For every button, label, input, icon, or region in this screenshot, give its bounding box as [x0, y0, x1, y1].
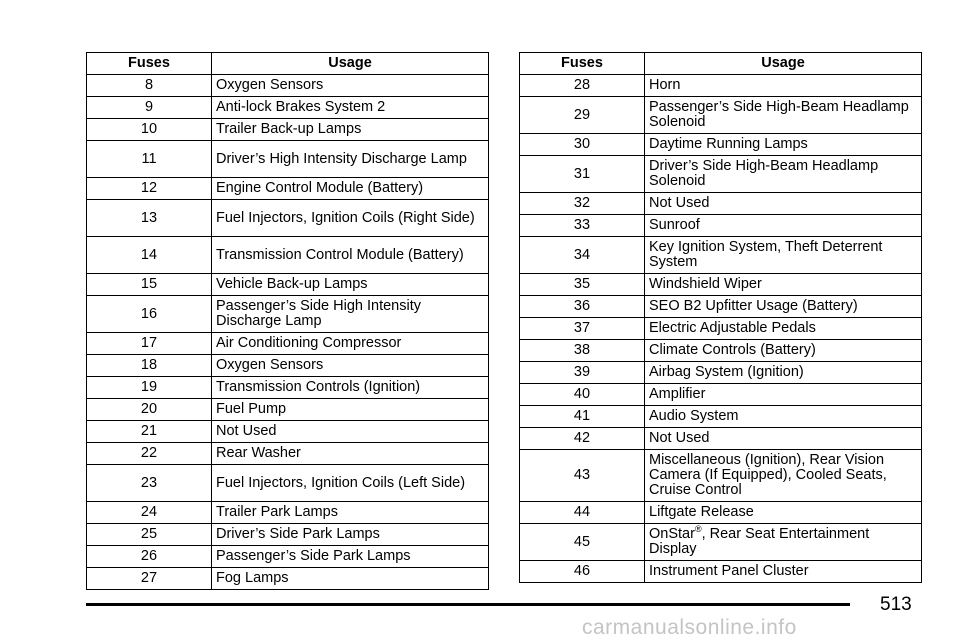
- fuse-number-cell: 34: [520, 237, 645, 274]
- table-row: [87, 178, 489, 200]
- fuse-number-cell: 19: [87, 377, 212, 399]
- table-row: [520, 296, 922, 318]
- fuse-usage-cell: Oxygen Sensors: [212, 355, 489, 377]
- table-row: [520, 156, 922, 193]
- table-row: [520, 384, 922, 406]
- table-header-row: [520, 53, 922, 75]
- fuse-number-cell: 27: [87, 568, 212, 590]
- table-row: [87, 502, 489, 524]
- fuse-number-cell: 36: [520, 296, 645, 318]
- fuse-number-cell: 35: [520, 274, 645, 296]
- column-header-fuses: Fuses: [520, 53, 645, 75]
- table-row: [520, 406, 922, 428]
- fuse-usage-cell: Climate Controls (Battery): [645, 340, 922, 362]
- fuse-usage-cell: Driver’s Side Park Lamps: [212, 524, 489, 546]
- usage-text: OnStar: [649, 526, 695, 542]
- fuse-number-cell: 39: [520, 362, 645, 384]
- table-row: [87, 465, 489, 502]
- table-row: [520, 193, 922, 215]
- watermark: carmanualsonline.info: [582, 616, 797, 639]
- fuse-usage-cell: Vehicle Back-up Lamps: [212, 274, 489, 296]
- fuse-number-cell: 43: [520, 450, 645, 502]
- fuse-usage-cell: Driver’s High Intensity Discharge Lamp: [212, 141, 489, 178]
- fuse-number-cell: 38: [520, 340, 645, 362]
- fuse-usage-cell: Not Used: [645, 428, 922, 450]
- table-row: [87, 355, 489, 377]
- fuse-usage-cell: Key Ignition System, Theft Deterrent System: [645, 237, 922, 274]
- fuse-number-cell: 25: [87, 524, 212, 546]
- fuse-table-right: [519, 52, 922, 583]
- table-row: [520, 318, 922, 340]
- fuse-number-cell: 29: [520, 97, 645, 134]
- fuse-usage-cell: Transmission Control Module (Battery): [212, 237, 489, 274]
- registered-mark: ®: [694, 524, 702, 535]
- column-header-usage: Usage: [212, 53, 489, 75]
- table-row: [520, 450, 922, 502]
- table-row: [520, 561, 922, 583]
- fuse-number-cell: 32: [520, 193, 645, 215]
- fuse-number-cell: 45: [520, 524, 645, 561]
- fuse-number-cell: 28: [520, 75, 645, 97]
- table-row: [87, 443, 489, 465]
- fuse-number-cell: 11: [87, 141, 212, 178]
- fuse-number-cell: 12: [87, 178, 212, 200]
- fuse-table-left: [86, 52, 489, 590]
- table-row: [520, 362, 922, 384]
- fuse-usage-cell: Airbag System (Ignition): [645, 362, 922, 384]
- fuse-usage-cell: Driver’s Side High-Beam Headlamp Solenoid: [645, 156, 922, 193]
- table-row: [87, 237, 489, 274]
- table-row: [520, 340, 922, 362]
- fuse-number-cell: 20: [87, 399, 212, 421]
- table-row: [87, 200, 489, 237]
- fuse-number-cell: 26: [87, 546, 212, 568]
- fuse-number-cell: 14: [87, 237, 212, 274]
- fuse-usage-cell: Air Conditioning Compressor: [212, 333, 489, 355]
- table-row: [87, 377, 489, 399]
- fuse-usage-cell: Fog Lamps: [212, 568, 489, 590]
- table-row: [87, 274, 489, 296]
- column-header-usage: Usage: [645, 53, 922, 75]
- fuse-usage-cell: Not Used: [645, 193, 922, 215]
- fuse-number-cell: 10: [87, 119, 212, 141]
- fuse-usage-cell: Not Used: [212, 421, 489, 443]
- fuse-number-cell: 41: [520, 406, 645, 428]
- fuse-usage-cell: Passenger’s Side Park Lamps: [212, 546, 489, 568]
- fuse-usage-cell: Passenger’s Side High-Beam Headlamp Solenoid: [645, 97, 922, 134]
- table-row: [520, 75, 922, 97]
- fuse-number-cell: 40: [520, 384, 645, 406]
- fuse-usage-cell: Fuel Injectors, Ignition Coils (Left Side): [212, 465, 489, 502]
- table-row: [87, 296, 489, 333]
- usage-text-rest: , Rear Seat Entertainment Display: [649, 526, 870, 557]
- fuse-number-cell: 30: [520, 134, 645, 156]
- fuse-usage-cell: Electric Adjustable Pedals: [645, 318, 922, 340]
- footer-rule: [86, 603, 850, 606]
- fuse-number-cell: 24: [87, 502, 212, 524]
- fuse-usage-cell: Rear Washer: [212, 443, 489, 465]
- fuse-number-cell: 23: [87, 465, 212, 502]
- table-row: [87, 75, 489, 97]
- fuse-number-cell: 13: [87, 200, 212, 237]
- fuse-number-cell: 44: [520, 502, 645, 524]
- table-row: [87, 546, 489, 568]
- fuse-number-cell: 31: [520, 156, 645, 193]
- table-row: [520, 97, 922, 134]
- fuse-usage-cell: Oxygen Sensors: [212, 75, 489, 97]
- fuse-number-cell: 37: [520, 318, 645, 340]
- table-row: [520, 134, 922, 156]
- fuse-usage-cell: Engine Control Module (Battery): [212, 178, 489, 200]
- fuse-number-cell: 17: [87, 333, 212, 355]
- fuse-usage-cell: Horn: [645, 75, 922, 97]
- fuse-usage-cell: Daytime Running Lamps: [645, 134, 922, 156]
- table-row: [87, 421, 489, 443]
- fuse-number-cell: 9: [87, 97, 212, 119]
- table-row: [520, 274, 922, 296]
- table-row: [520, 428, 922, 450]
- fuse-usage-cell: Instrument Panel Cluster: [645, 561, 922, 583]
- table-row: [520, 215, 922, 237]
- fuse-usage-cell: Fuel Injectors, Ignition Coils (Right Side): [212, 200, 489, 237]
- table-row: [87, 119, 489, 141]
- fuse-usage-cell: Windshield Wiper: [645, 274, 922, 296]
- table-row: [87, 333, 489, 355]
- fuse-usage-cell: Sunroof: [645, 215, 922, 237]
- fuse-number-cell: 46: [520, 561, 645, 583]
- fuse-number-cell: 33: [520, 215, 645, 237]
- fuse-number-cell: 16: [87, 296, 212, 333]
- fuse-number-cell: 42: [520, 428, 645, 450]
- fuse-usage-cell: Trailer Park Lamps: [212, 502, 489, 524]
- table-row: [87, 524, 489, 546]
- column-header-fuses: Fuses: [87, 53, 212, 75]
- table-row: [87, 568, 489, 590]
- fuse-usage-cell: Transmission Controls (Ignition): [212, 377, 489, 399]
- fuse-usage-cell: Trailer Back-up Lamps: [212, 119, 489, 141]
- table-row: [87, 399, 489, 421]
- fuse-usage-cell: Miscellaneous (Ignition), Rear Vision Camera (If Equipped), Cooled Seats, Cruise Control: [645, 450, 922, 502]
- table-header-row: [87, 53, 489, 75]
- fuse-usage-cell: Anti-lock Brakes System 2: [212, 97, 489, 119]
- table-row: [87, 97, 489, 119]
- fuse-usage-cell: [645, 524, 922, 561]
- table-row: [520, 502, 922, 524]
- fuse-usage-cell: Liftgate Release: [645, 502, 922, 524]
- fuse-number-cell: 18: [87, 355, 212, 377]
- fuse-number-cell: 21: [87, 421, 212, 443]
- fuse-usage-cell: Fuel Pump: [212, 399, 489, 421]
- fuse-usage-cell: SEO B2 Upfitter Usage (Battery): [645, 296, 922, 318]
- fuse-usage-cell: Passenger’s Side High Intensity Discharge Lamp: [212, 296, 489, 333]
- fuse-number-cell: 22: [87, 443, 212, 465]
- page-number: 513: [880, 594, 912, 615]
- fuse-number-cell: 15: [87, 274, 212, 296]
- fuse-number-cell: 8: [87, 75, 212, 97]
- fuse-usage-cell: Amplifier: [645, 384, 922, 406]
- table-row: [520, 237, 922, 274]
- table-row: [87, 141, 489, 178]
- table-row: [520, 524, 922, 561]
- fuse-usage-cell: Audio System: [645, 406, 922, 428]
